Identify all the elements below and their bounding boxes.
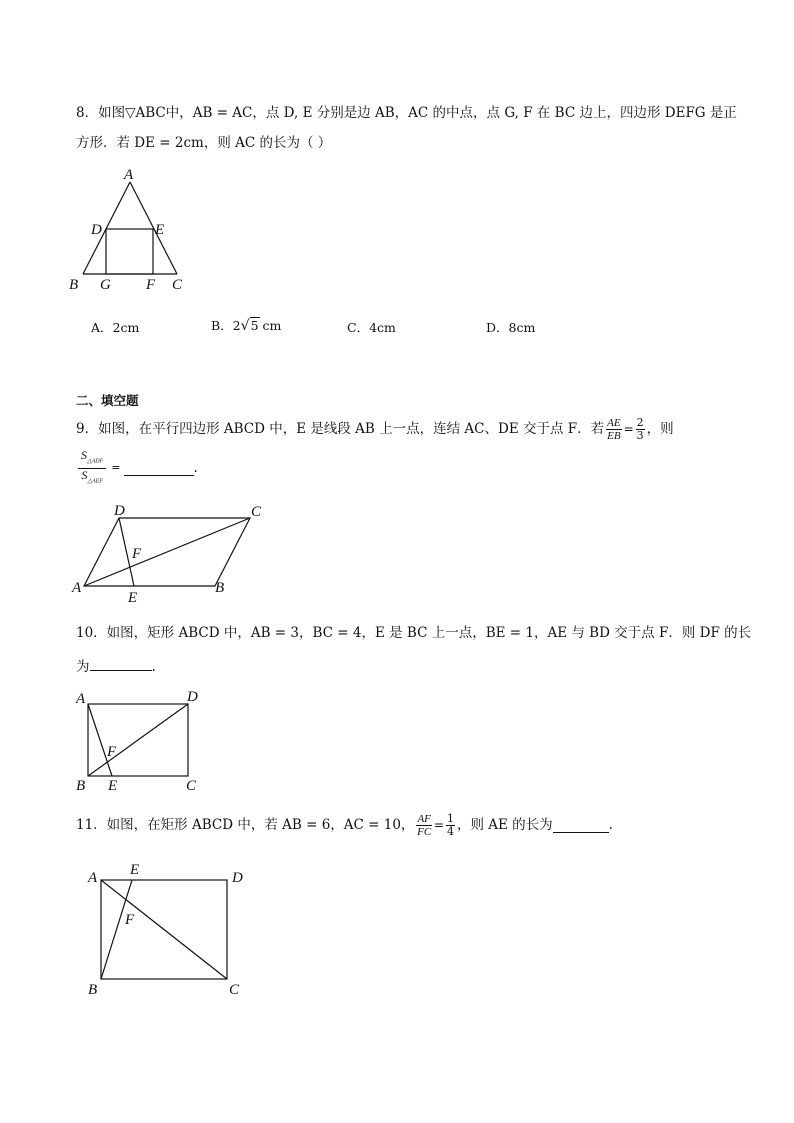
q11-post: ，则 AE 的长为 <box>456 817 553 833</box>
q9-s-num: S <box>81 448 87 463</box>
q9-label-f: F <box>132 546 142 562</box>
q11-eq: = <box>433 818 444 832</box>
q11-label-b: B <box>88 982 98 998</box>
q10-label-b: B <box>76 778 86 794</box>
q9-end: . <box>193 460 198 476</box>
q9-frac-den: EB <box>607 429 621 442</box>
q8-option-d: D．8cm <box>486 320 536 335</box>
q11-label-c: C <box>229 982 240 998</box>
q9-s-den-sub: △AEF <box>87 477 103 484</box>
q9-line1 <box>76 412 674 446</box>
section-title: 二、填空题 <box>76 393 139 408</box>
q11-pre: 11．如图，在矩形 ABCD 中，若 AB = 6，AC = 10， <box>76 817 415 833</box>
q9-frac2-num: 2 <box>636 415 644 429</box>
q11-rectangle-figure <box>80 858 260 1002</box>
q9-fraction-2-3 <box>636 417 645 442</box>
q9-diagonal-ac <box>84 518 250 586</box>
q8-option-c: C．4cm <box>347 320 396 335</box>
q8-option-a: A．2cm <box>91 320 140 335</box>
q11-answer-blank[interactable] <box>553 818 609 833</box>
q10-rectangle-figure <box>66 686 216 796</box>
q11-frac2-num: 1 <box>446 811 454 825</box>
q9-label-d: D <box>114 503 125 519</box>
q9-fraction-ae-eb <box>606 417 621 442</box>
q11-line1 <box>76 808 613 842</box>
q9-line1-post: ，则 <box>646 421 674 437</box>
q9-s-num-sub: △ADF <box>87 458 104 465</box>
q10-label-c: C <box>186 778 197 794</box>
q11-label-a: A <box>88 870 98 886</box>
q9-frac2-den: 3 <box>636 428 644 442</box>
q8-triangle-figure <box>66 164 200 294</box>
q11-fraction-af-fc <box>416 813 431 838</box>
q10-line1: 10．如图，矩形 ABCD 中，AB = 3，BC = 4，E 是 BC 上一点，BE = 1，AE 与 BD 交于点 F．则 DF 的长 <box>76 625 752 641</box>
q8-label-b: B <box>69 277 79 293</box>
q10-label-e: E <box>108 778 118 794</box>
q10-end: . <box>151 659 156 675</box>
q9-answer-blank[interactable] <box>124 461 194 476</box>
q9-label-b: B <box>215 580 225 596</box>
q9-frac-num: AE <box>607 416 621 429</box>
q11-diagonal-ac <box>101 880 227 979</box>
q9-area-ratio <box>78 449 106 487</box>
q10-line2-pre: 为 <box>76 659 90 675</box>
q11-segment-be <box>101 880 132 979</box>
q8-label-f: F <box>146 277 156 293</box>
q11-end: . <box>608 817 613 833</box>
sqrt-symbol: √ <box>240 318 250 334</box>
q8-line1: 8．如图▽ABC中，AB = AC，点 D, E 分别是边 AB，AC 的中点，点 G, F 在 BC 边上，四边形 DEFG 是正 <box>76 105 737 121</box>
q8-label-a: A <box>124 167 134 183</box>
q11-frac-num: AF <box>417 812 431 825</box>
q11-label-e: E <box>130 862 140 878</box>
q10-answer-blank[interactable] <box>90 656 152 671</box>
q11-label-d: D <box>232 870 243 886</box>
q10-label-d: D <box>187 689 198 705</box>
q8-option-b-prefix: B．2 <box>211 318 241 333</box>
q9-label-a: A <box>72 580 82 596</box>
q8-square-defg <box>106 229 153 274</box>
q10-label-f: F <box>107 744 117 760</box>
q11-label-f: F <box>125 912 135 928</box>
q8-option-b <box>211 316 281 334</box>
q9-label-c: C <box>251 504 262 520</box>
q9-line2 <box>76 448 198 488</box>
q8-label-e: E <box>155 222 165 238</box>
q8-option-b-unit: cm <box>262 318 282 333</box>
q10-line2 <box>76 656 156 676</box>
q9-label-e: E <box>128 590 138 606</box>
q9-eq: = <box>111 461 121 474</box>
q9-frac-eq: = <box>623 422 634 436</box>
q10-label-a: A <box>76 691 86 707</box>
q8-line2: 方形．若 DE = 2cm，则 AC 的长为（ ） <box>76 135 332 151</box>
q11-frac-den: FC <box>417 825 432 838</box>
q9-s-den: S <box>81 467 88 482</box>
q8-option-b-radicand: 5 <box>250 318 259 333</box>
q8-label-g: G <box>100 277 111 293</box>
q8-label-c: C <box>172 277 183 293</box>
q8-label-d: D <box>91 222 102 238</box>
q10-segment-ae <box>88 704 112 776</box>
q9-parallelogram-figure <box>66 498 276 608</box>
q11-frac2-den: 4 <box>446 824 454 838</box>
q9-line1-text: 9．如图，在平行四边形 ABCD 中，E 是线段 AB 上一点，连结 AC、DE 交于点 F．若 <box>76 421 605 437</box>
q10-diagonal-bd <box>88 704 188 776</box>
q11-fraction-1-4 <box>446 813 455 838</box>
